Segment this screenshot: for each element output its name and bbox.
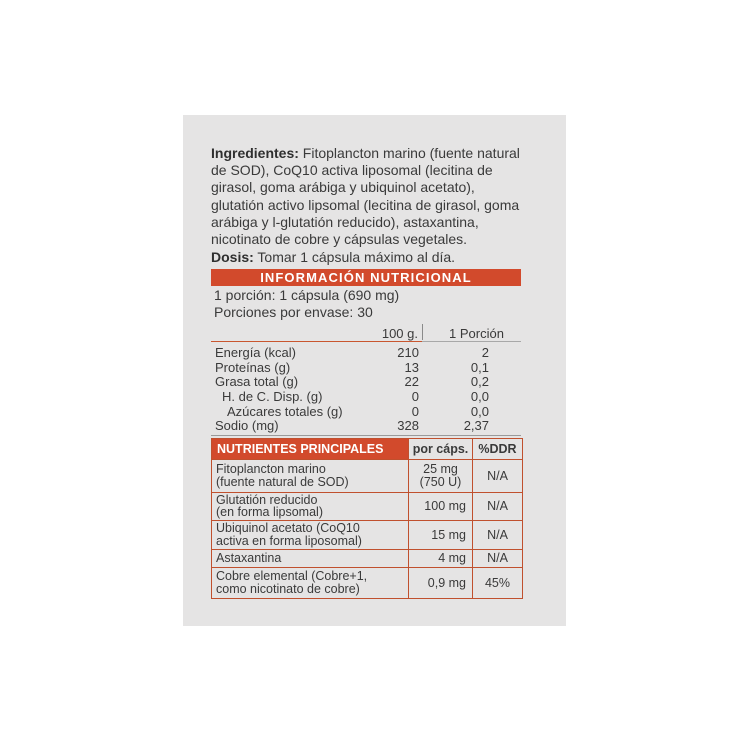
- nutrient-name: Grasa total (g): [215, 374, 299, 390]
- nutrition-bottom-rule: [211, 435, 521, 436]
- value-portion: 0,1: [470, 359, 489, 375]
- ingredients-list: Fitoplancton marino (fuente natural de SOD), CoQ10 activa liposomal (lecitina de girasol, goma arábiga y ubiquinol acetato), glutatión activo lipsomal (lecitina de girasol, goma arábiga y l-glutatión reducido), astaxantina, nicotinato de cobre y cápsulas vegetales.: [211, 145, 520, 248]
- nutrient-amount: 25 mg: [423, 462, 458, 477]
- main-nutrients-title: NUTRIENTES PRINCIPALES: [212, 438, 409, 459]
- serving-size: 1 porción: 1 cápsula (690 mg): [214, 287, 400, 304]
- nutrient-cell: [212, 492, 409, 520]
- nutrition-banner: INFORMACIÓN NUTRICIONAL: [211, 269, 521, 286]
- amount-cell: [409, 459, 473, 492]
- value-portion: 0,0: [470, 403, 489, 419]
- nutrient-row: [212, 492, 523, 520]
- nutrient-desc: (fuente natural de SOD): [216, 474, 349, 489]
- main-nutrients-header: [212, 438, 523, 459]
- nutrient-cell: [212, 567, 409, 598]
- nutrient-amount-units: (750 U): [419, 474, 462, 489]
- nutrient-name: Energía (kcal): [215, 345, 296, 361]
- nutrient-desc: como nicotinato de cobre): [216, 581, 360, 596]
- nutrition-row: [211, 405, 521, 420]
- nutrient-name: Glutatión reducido: [216, 492, 318, 507]
- nutrient-ddr: N/A: [473, 549, 523, 567]
- value-100g: 22: [404, 374, 419, 390]
- value-portion: 2,37: [463, 418, 489, 434]
- value-100g: 13: [404, 359, 419, 375]
- nutrient-cell: [212, 520, 409, 549]
- servings-per-container: Porciones por envase: 30: [214, 304, 373, 321]
- value-100g: 0: [411, 389, 419, 404]
- dose-text: [211, 249, 521, 266]
- value-100g: 328: [397, 418, 419, 434]
- nutrient-name: Astaxantina: [212, 549, 409, 567]
- nutrient-name: Azúcares totales (g): [227, 403, 343, 419]
- nutrition-rows: [211, 346, 521, 434]
- nutrition-row: [211, 375, 521, 390]
- nutrient-name: Cobre elemental (Cobre+1,: [216, 569, 368, 584]
- label-content: [211, 145, 521, 599]
- nutrient-amount: 4 mg: [409, 549, 473, 567]
- ingredients-label: Ingredientes:: [211, 145, 299, 161]
- value-portion: 2: [481, 345, 489, 361]
- col-ddr-header: %DDR: [473, 438, 523, 459]
- nutrient-desc: activa en forma liposomal): [216, 533, 362, 548]
- col-per-capsule-header: por cáps.: [409, 438, 473, 459]
- nutrient-amount: 100 mg: [409, 492, 473, 520]
- col-portion-header: 1 Porción: [449, 326, 504, 342]
- nutrient-name: H. de C. Disp. (g): [222, 389, 323, 404]
- value-portion: 0,2: [470, 374, 489, 390]
- nutrient-ddr: N/A: [473, 459, 523, 492]
- nutrition-row: [211, 361, 521, 376]
- nutrient-desc: (en forma lipsomal): [216, 505, 323, 520]
- nutrition-row: [211, 390, 521, 405]
- nutrient-row: [212, 459, 523, 492]
- nutrient-cell: [212, 459, 409, 492]
- nutrition-row: [211, 346, 521, 361]
- header-underline-right: [422, 341, 521, 342]
- ingredients-text: [211, 145, 521, 248]
- nutrition-header: [211, 324, 521, 344]
- nutrient-row: [212, 567, 523, 598]
- nutrient-ddr: 45%: [473, 567, 523, 598]
- nutrient-name: Sodio (mg): [215, 418, 279, 434]
- nutrient-ddr: N/A: [473, 520, 523, 549]
- main-nutrients-table: [211, 438, 523, 599]
- value-portion: 0,0: [470, 389, 489, 404]
- nutrient-ddr: N/A: [473, 492, 523, 520]
- column-divider: [422, 324, 423, 340]
- nutrient-name: Fitoplancton marino: [216, 462, 326, 477]
- nutrient-name: Proteínas (g): [215, 359, 291, 375]
- nutrient-amount: 0,9 mg: [409, 567, 473, 598]
- nutrient-row: [212, 520, 523, 549]
- dose-label: Dosis:: [211, 249, 254, 266]
- nutrient-amount: 15 mg: [409, 520, 473, 549]
- dose-instructions: Tomar 1 cápsula máximo al día.: [253, 249, 456, 266]
- value-100g: 210: [397, 345, 419, 361]
- nutrition-row: [211, 419, 521, 434]
- nutrient-name: Ubiquinol acetato (CoQ10: [216, 521, 360, 536]
- value-100g: 0: [411, 403, 419, 419]
- header-underline: [211, 341, 422, 342]
- nutrient-row: [212, 549, 523, 567]
- col-100g-header: 100 g.: [381, 326, 418, 342]
